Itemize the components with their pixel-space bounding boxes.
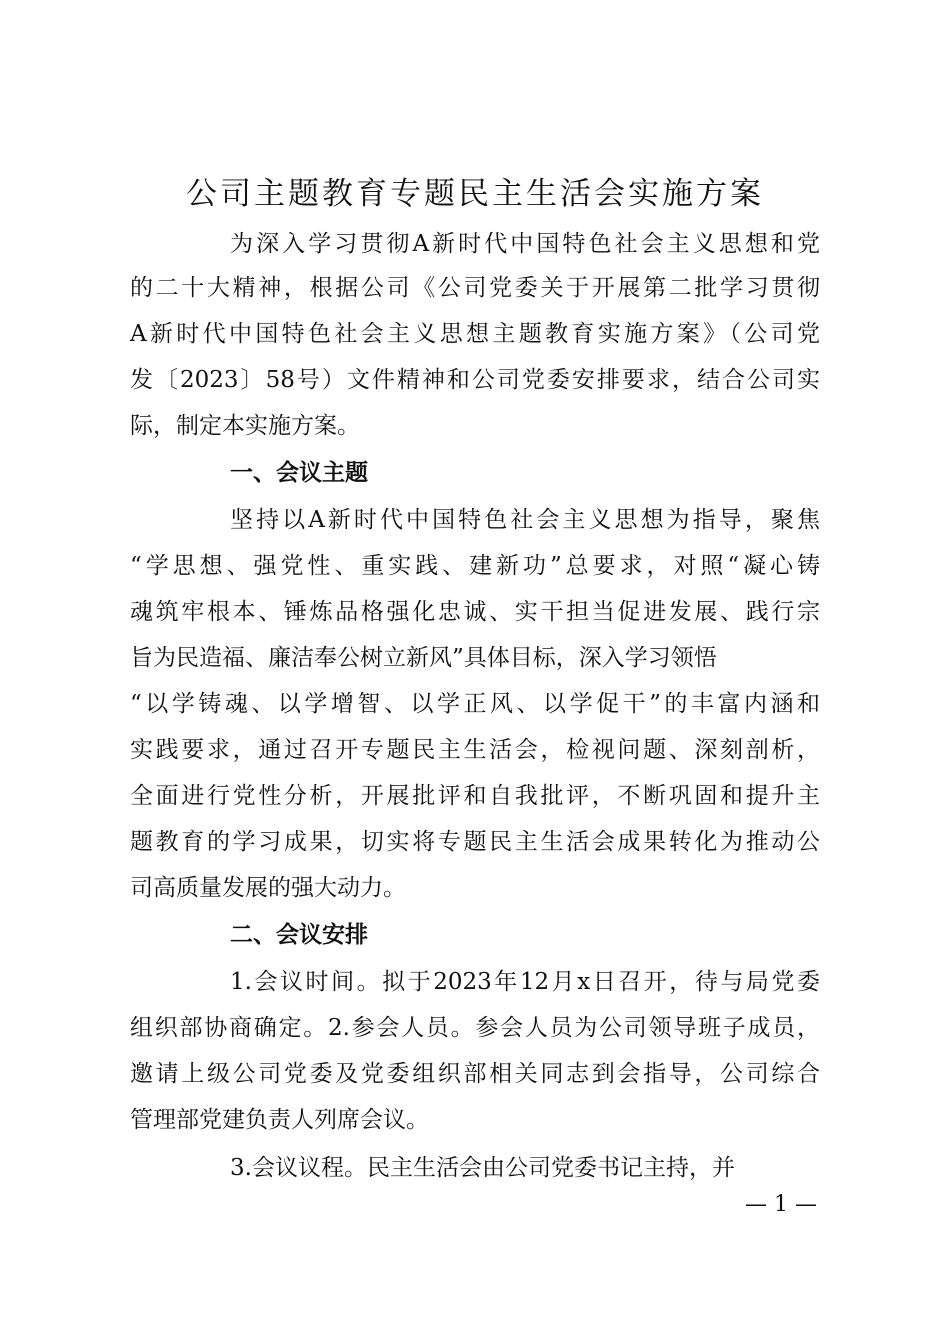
paragraph-line: 邀请上级公司党委及党委组织部相关同志到会指导，公司综合 xyxy=(130,1061,820,1087)
section-heading-2: 二、会议安排 xyxy=(230,921,368,948)
document-title: 公司主题教育专题民主生活会实施方案 xyxy=(186,176,764,212)
paragraph-line: 魂筑牢根本、锤炼品格强化忠诚、实干担当促进发展、践行宗 xyxy=(130,599,820,625)
paragraph-line: 1.会议时间。拟于2023年12月x日召开，待与局党委 xyxy=(230,969,820,995)
paragraph-line: “以学铸魂、以学增智、以学正风、以学促干”的丰富内涵和 xyxy=(130,691,820,717)
paragraph-line: 坚持以A新时代中国特色社会主义思想为指导，聚焦 xyxy=(230,507,820,533)
paragraph-line: 的二十大精神，根据公司《公司党委关于开展第二批学习贯彻 xyxy=(130,275,820,301)
paragraph-line: A新时代中国特色社会主义思想主题教育实施方案》（公司党 xyxy=(130,321,820,347)
paragraph-line: 全面进行党性分析，开展批评和自我批评，不断巩固和提升主 xyxy=(130,783,820,809)
paragraph-line: 实践要求，通过召开专题民主生活会，检视问题、深刻剖析， xyxy=(130,737,820,763)
paragraph-line: 司高质量发展的强大动力。 xyxy=(130,875,406,901)
paragraph-line: 发〔2023〕58号）文件精神和公司党委安排要求，结合公司实 xyxy=(130,367,820,393)
paragraph-line: 题教育的学习成果，切实将专题民主生活会成果转化为推动公 xyxy=(130,829,820,855)
paragraph-line: 3.会议议程。民主生活会由公司党委书记主持，并 xyxy=(230,1155,735,1181)
section-heading-1: 一、会议主题 xyxy=(230,459,368,486)
paragraph-line: “学思想、强党性、重实践、建新功”总要求，对照“凝心铸 xyxy=(130,553,820,579)
paragraph-line: 旨为民造福、廉洁奉公树立新风”具体目标，深入学习领悟 xyxy=(130,645,717,671)
paragraph-line: 组织部协商确定。2.参会人员。参会人员为公司领导班子成员， xyxy=(130,1015,820,1041)
paragraph-line: 际，制定本实施方案。 xyxy=(130,413,360,439)
paragraph-line: 管理部党建负责人列席会议。 xyxy=(130,1107,429,1133)
page-number: — 1 — xyxy=(745,1192,817,1217)
paragraph-line: 为深入学习贯彻A新时代中国特色社会主义思想和党 xyxy=(230,231,820,257)
